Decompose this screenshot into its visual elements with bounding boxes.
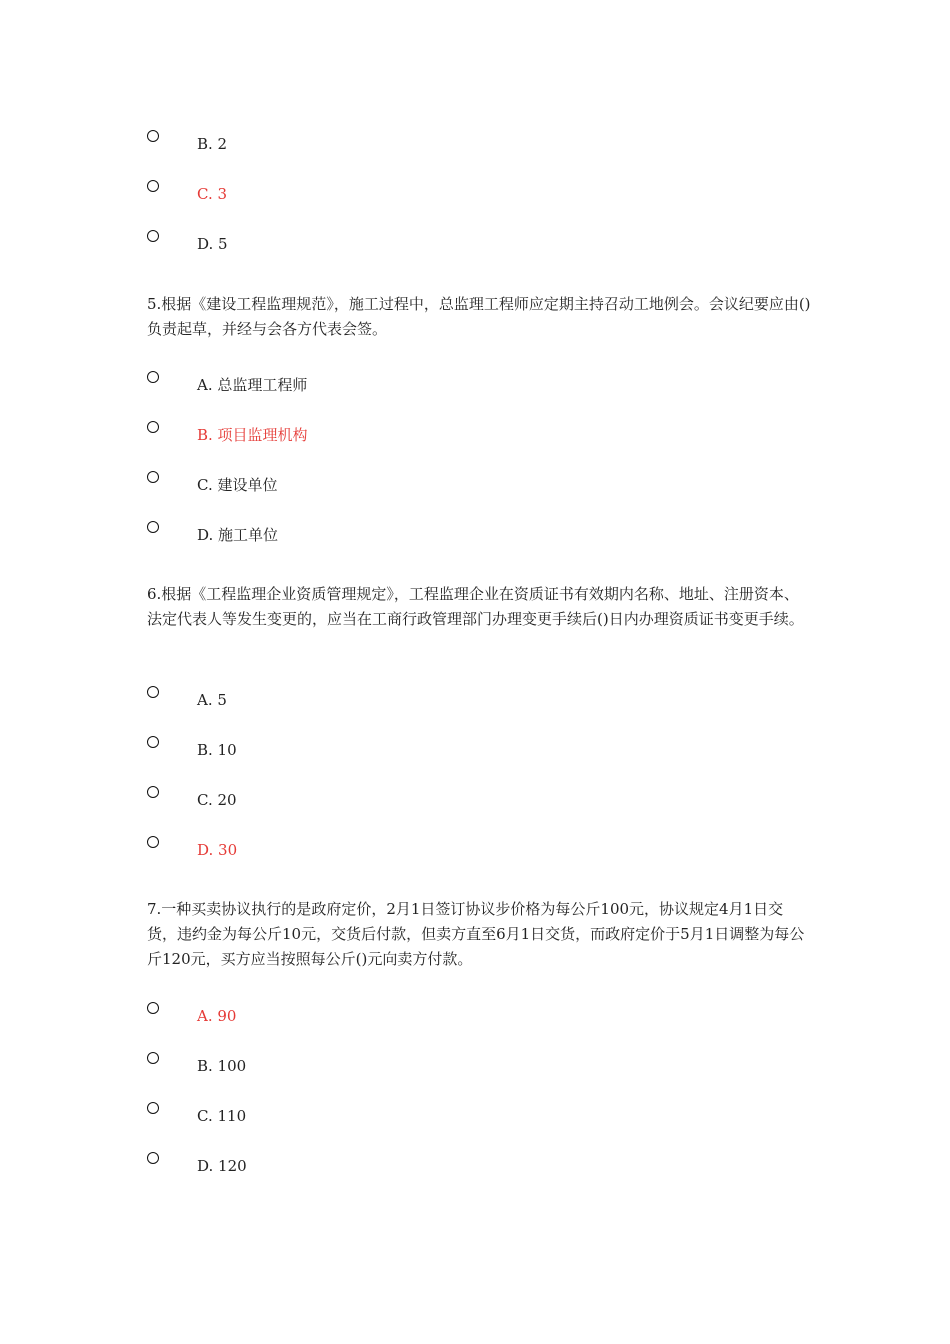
option-prev-c[interactable] <box>147 180 747 210</box>
option-label: C. 建设单位 <box>197 476 278 494</box>
radio-button[interactable] <box>147 1102 159 1114</box>
option-q7-c[interactable] <box>147 1102 747 1132</box>
radio-button[interactable] <box>147 180 159 192</box>
radio-button[interactable] <box>147 421 159 433</box>
radio-button[interactable] <box>147 521 159 533</box>
option-q7-a[interactable] <box>147 1002 747 1032</box>
option-label-correct: D. 30 <box>197 841 238 859</box>
option-q5-d[interactable] <box>147 521 747 551</box>
option-label: D. 5 <box>197 235 228 253</box>
option-q5-b[interactable] <box>147 421 747 451</box>
option-q7-b[interactable] <box>147 1052 747 1082</box>
radio-button[interactable] <box>147 1152 159 1164</box>
option-prev-d[interactable] <box>147 230 747 260</box>
radio-button[interactable] <box>147 736 159 748</box>
option-label: B. 10 <box>197 741 237 759</box>
radio-button[interactable] <box>147 1002 159 1014</box>
radio-button[interactable] <box>147 836 159 848</box>
option-label-correct: A. 90 <box>197 1007 237 1025</box>
option-q6-c[interactable] <box>147 786 747 816</box>
option-label: D. 120 <box>197 1157 247 1175</box>
option-q5-a[interactable] <box>147 371 747 401</box>
radio-button[interactable] <box>147 1052 159 1064</box>
option-q6-d[interactable] <box>147 836 747 866</box>
question-5-text: 5.根据《建设工程监理规范》，施工过程中，总监理工程师应定期主持召动工地例会。会议纪要应由()负责起草，并经与会各方代表会签。 <box>147 295 811 338</box>
option-prev-b[interactable] <box>147 130 747 160</box>
option-label-correct: C. 3 <box>197 185 228 203</box>
question-6-text: 6.根据《工程监理企业资质管理规定》，工程监理企业在资质证书有效期内名称、地址、注册资本、法定代表人等发生变更的，应当在工商行政管理部门办理变更手续后()日内办理资质证书变更手续。 <box>147 585 804 628</box>
option-label-correct: B. 项目监理机构 <box>197 426 308 444</box>
radio-button[interactable] <box>147 786 159 798</box>
radio-button[interactable] <box>147 686 159 698</box>
option-q7-d[interactable] <box>147 1152 747 1182</box>
option-label: D. 施工单位 <box>197 526 279 544</box>
radio-button[interactable] <box>147 471 159 483</box>
option-label: B. 2 <box>197 135 228 153</box>
option-label: A. 5 <box>197 691 227 709</box>
option-q6-a[interactable] <box>147 686 747 716</box>
question-7-text: 7.一种买卖协议执行的是政府定价，2月1日签订协议步价格为每公斤100元，协议规定4月1日交货，违约金为每公斤10元，交货后付款，但卖方直至6月1日交货，而政府定价于5月1日调整为每公斤120元，买方应当按照每公斤()元向卖方付款。 <box>147 900 805 968</box>
option-label: A. 总监理工程师 <box>197 376 308 394</box>
radio-button[interactable] <box>147 130 159 142</box>
radio-button[interactable] <box>147 371 159 383</box>
radio-button[interactable] <box>147 230 159 242</box>
option-label: C. 20 <box>197 791 237 809</box>
option-label: C. 110 <box>197 1107 247 1125</box>
option-q5-c[interactable] <box>147 471 747 501</box>
option-label: B. 100 <box>197 1057 247 1075</box>
option-q6-b[interactable] <box>147 736 747 766</box>
